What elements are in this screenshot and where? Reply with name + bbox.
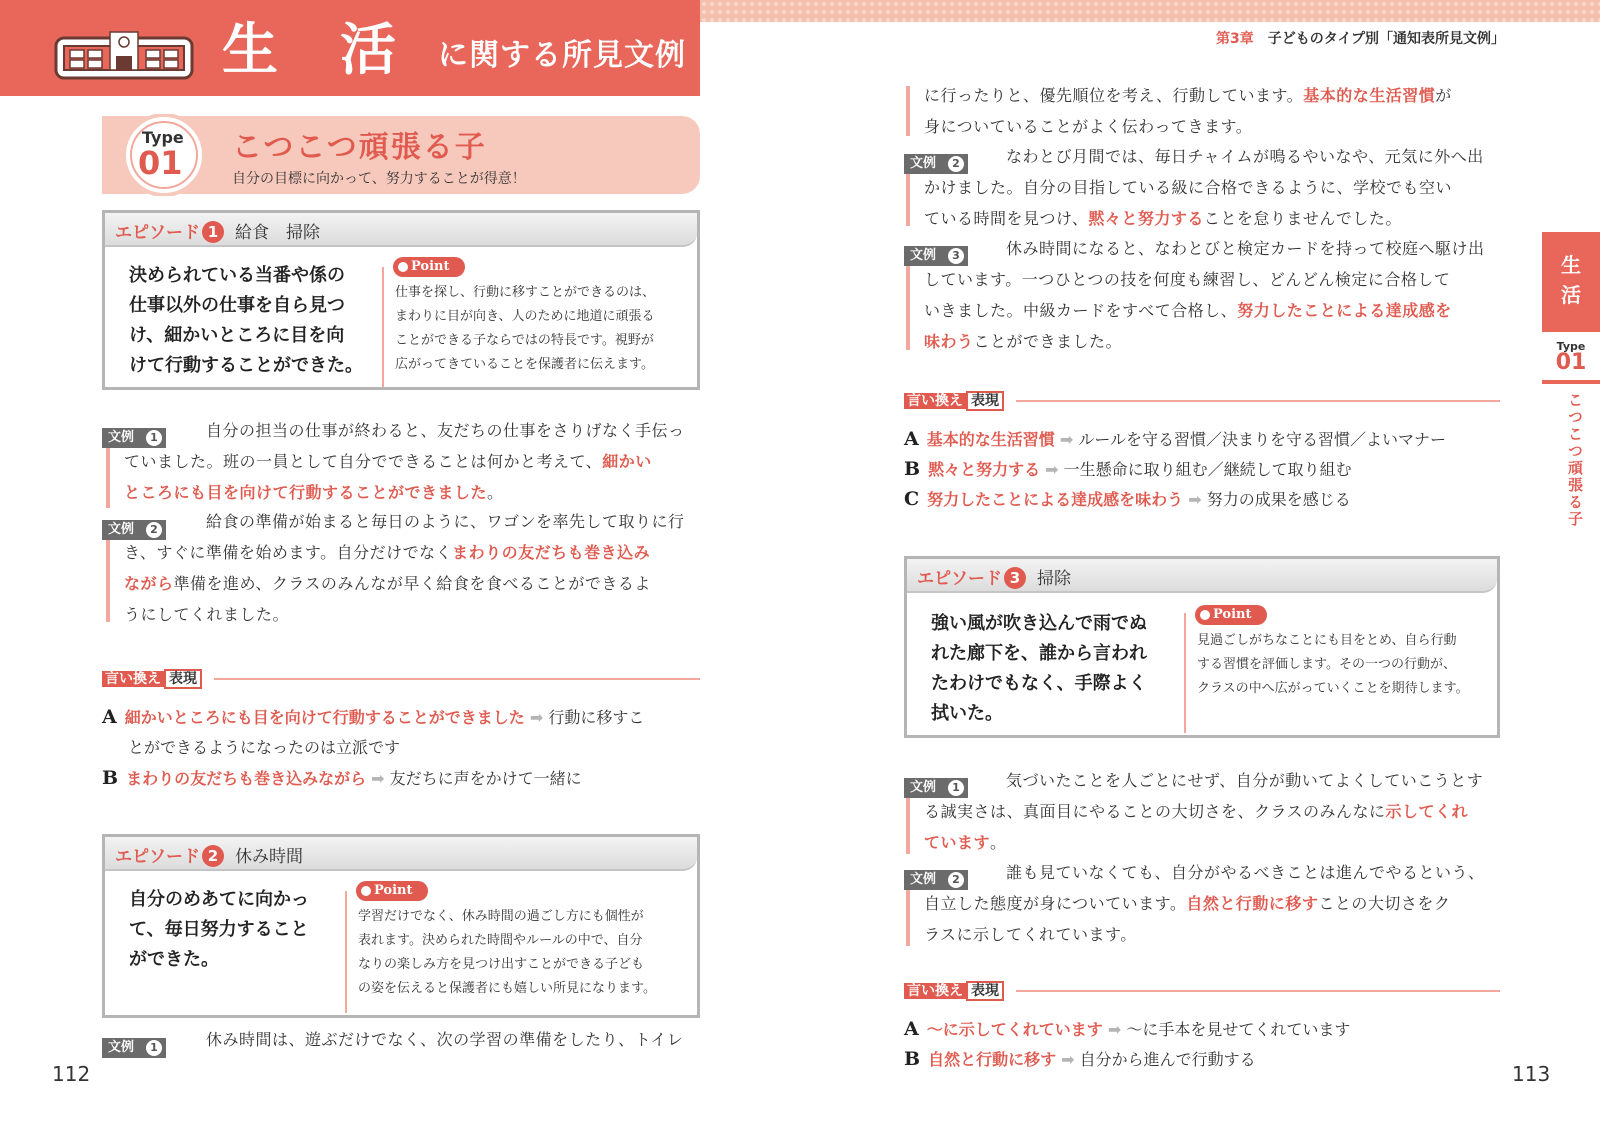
iikae-item-b (102, 763, 702, 794)
bunrei-bar (906, 890, 910, 946)
chapter-running-head (1216, 28, 1505, 48)
summary-line: けて行動することができた。 (129, 355, 363, 376)
point-line: ことができる子ならではの特長です。視野が (395, 333, 654, 348)
episode-1-topic: 給食 掃除 (235, 223, 320, 243)
text: が (1435, 86, 1452, 105)
text: 気づいたことを人ごとにせず、自分が動いてよくしていこうとす (1006, 771, 1484, 790)
text: 準備を進め、クラスのみんなが早く給食を食べることができるよ (173, 574, 651, 593)
side-type-label: Type (1556, 340, 1586, 353)
point-line: 広がってきていることを保護者に伝えます。 (395, 357, 654, 372)
episode-2-label (115, 842, 224, 867)
iikae-item-a (102, 702, 702, 763)
iikae-item-b (904, 454, 1504, 485)
iikae-rule (214, 678, 700, 680)
highlight-text: ところにも目を向けて行動することができました (124, 483, 488, 502)
text: 休み時間は、遊ぶだけでなく、次の学習の準備をしたり、トイレ (206, 1030, 684, 1049)
text: 誰も見ていなくても、自分がやるべきことは進んでやるという、 (1006, 863, 1485, 882)
bunrei-number: 2 (948, 156, 964, 172)
point-line: 表れます。決められた時間やルールの中で、自分 (358, 933, 643, 948)
highlight-text: 〜に示してくれています (926, 1020, 1103, 1039)
episode-2-summary (129, 885, 349, 975)
bunrei-line (124, 415, 704, 446)
text: 努力の成果を感じる (1206, 490, 1351, 509)
chapter-number: 第3章 (1216, 31, 1254, 47)
text: 友だちに声をかけて一緒に (389, 769, 582, 788)
arrow-icon: ➡ (1061, 1050, 1075, 1069)
bunrei-line (924, 203, 1504, 234)
point-line: 見過ごしがちなことにも目をとめ、自ら行動 (1197, 633, 1457, 648)
text: 身についていることがよく伝わってきます。 (924, 117, 1253, 136)
bunrei-bar (106, 448, 110, 508)
episode-label-text: エピソード (917, 569, 1002, 589)
episode-1-divider (382, 267, 384, 387)
bunrei-line (124, 506, 704, 537)
header-title-char-1: 生 (222, 18, 278, 83)
episode-1-summary (129, 261, 379, 381)
episode-label-text: エピソード (115, 847, 200, 867)
text: ことができました。 (973, 332, 1123, 351)
episode-3-summary (931, 609, 1181, 729)
page-number-right: 113 (1512, 1062, 1551, 1086)
arrow-icon: ➡ (371, 769, 385, 788)
text: る誠実さは、真面目にやることの大切さを、クラスのみんなに (924, 802, 1386, 821)
point-line: 仕事を探し、行動に移すことができるのは、 (395, 285, 656, 300)
highlight-text: 味わう (924, 332, 974, 351)
text: に行ったりと、優先順位を考え、行動しています。 (924, 86, 1304, 105)
summary-line: 拭いた。 (931, 703, 1003, 724)
summary-line: たわけでもなく、手際よく (931, 673, 1147, 694)
text: いきました。中級カードをすべて合格し、 (924, 301, 1238, 320)
bunrei-number: 2 (948, 872, 964, 888)
bunrei-line (924, 796, 1504, 827)
summary-line: 自分のめあてに向かっ (129, 889, 309, 910)
text: ことの大切さをク (1318, 894, 1451, 913)
text: ことを怠りませんでした。 (1203, 209, 1402, 228)
iikae-label-b: 表現 (164, 669, 202, 689)
summary-line: れた廊下を、誰から言われ (931, 643, 1147, 664)
bunrei-line (924, 919, 1504, 950)
text: 自分から進んで行動する (1079, 1050, 1256, 1069)
bunrei-line (924, 326, 1504, 357)
text: 行動に移すこ (548, 708, 645, 727)
highlight-text: 自然と行動に移す (928, 1050, 1057, 1069)
iikae-rule (1016, 400, 1500, 402)
highlight-text: 細かいところにも目を向けて行動することができました (124, 708, 525, 727)
point-line: する習慣を評価します。その一つの行動が、 (1197, 657, 1456, 672)
iikae-label-a: 言い換え (904, 983, 966, 999)
text: 給食の準備が始まると毎日のように、ワゴンを率先して取りに行 (206, 512, 685, 531)
episode-1-point (395, 281, 695, 377)
point-badge: Point (393, 257, 465, 277)
side-tab-char: 活 (1561, 283, 1581, 307)
bunrei-line (124, 446, 704, 477)
episode-2-bunrei-1-start (124, 1024, 704, 1055)
episode-3-bunrei-1 (924, 765, 1504, 858)
iikae-letter: B (904, 458, 921, 480)
bunrei-line (924, 141, 1504, 172)
bunrei-label: 文例 (910, 248, 937, 263)
iikae-letter: B (102, 767, 119, 789)
iikae-item-a (904, 1014, 1504, 1045)
school-icon (52, 24, 196, 80)
highlight-text: 努力したことによる達成感を味わう (927, 490, 1184, 509)
iikae-label-a: 言い換え (904, 393, 966, 409)
episode-3-divider (1184, 613, 1186, 733)
point-badge: Point (356, 881, 428, 901)
text: 〜に手本を見せてくれています (1126, 1020, 1351, 1039)
iikae-item-b (904, 1044, 1504, 1075)
top-pattern-strip (700, 0, 1600, 22)
episode-1-box (102, 210, 700, 390)
episode-3-header (907, 559, 1497, 593)
episode-2-bunrei-2 (924, 141, 1504, 234)
bunrei-line (124, 568, 704, 599)
bunrei-line (124, 477, 704, 508)
side-tab-char: 生 (1561, 253, 1581, 277)
page-number-left: 112 (52, 1062, 91, 1086)
text: 自分の担当の仕事が終わると、友だちの仕事をさりげなく手伝っ (206, 421, 685, 440)
episode-label-text: エピソード (115, 223, 200, 243)
iikae-item-c (904, 484, 1504, 515)
bunrei-label: 文例 (108, 1040, 135, 1055)
episode-2-box (102, 834, 700, 1018)
text: ていました。班の一員として自分でできることは何かと考えて、 (124, 452, 603, 471)
text: しています。一つひとつの技を何度も練習し、どんどん検定に合格して (924, 270, 1451, 289)
text: 休み時間になると、なわとびと検定カードを持って校庭へ駆け出 (1006, 239, 1485, 258)
bunrei-line (124, 1024, 704, 1055)
bunrei-line (124, 537, 704, 568)
point-line: 学習だけでなく、休み時間の過ごし方にも個性が (358, 909, 644, 924)
summary-line: 強い風が吹き込んで雨でぬ (931, 613, 1147, 634)
summary-line: け、細かいところに目を向 (129, 325, 345, 346)
text: 。 (487, 483, 504, 502)
highlight-text: 示してくれ (1385, 802, 1469, 821)
header-title-char-2: 活 (340, 18, 396, 83)
summary-line: ができた。 (129, 949, 219, 970)
iikae-letter: A (904, 428, 919, 450)
iikae-letter: C (904, 488, 920, 510)
bunrei-line (124, 599, 704, 630)
text: 。 (990, 833, 1007, 852)
text: うにしてくれました。 (124, 605, 290, 624)
text: き、すぐに準備を始めます。自分だけでなく (124, 543, 453, 562)
episode-1-bunrei-1 (124, 415, 704, 508)
episode-3-label (917, 564, 1026, 589)
episode-2-bunrei-3 (924, 233, 1504, 357)
bunrei-bar (906, 174, 910, 226)
bunrei-line (924, 827, 1504, 858)
bunrei-bar (906, 266, 910, 350)
bunrei-number: 2 (146, 522, 162, 538)
episode-1-header (105, 213, 697, 247)
arrow-icon: ➡ (529, 708, 544, 727)
point-line: クラスの中へ広がっていくことを期待します。 (1197, 681, 1469, 696)
point-line: なりの楽しみ方を見つけ出すことができる子ども (358, 957, 645, 972)
text: なわとび月間では、毎日チャイムが鳴るやいなや、元気に外へ出 (1006, 147, 1484, 166)
bunrei-bar (906, 798, 910, 854)
iikae-rule (1016, 990, 1500, 992)
episode-3-point (1197, 629, 1497, 701)
iikae-tag (102, 668, 202, 690)
iikae-item-a (904, 424, 1504, 455)
bunrei-line (924, 888, 1504, 919)
episode-2-topic: 休み時間 (235, 847, 303, 867)
episode-2-divider (345, 891, 347, 1013)
bunrei-line (924, 295, 1504, 326)
bunrei-number: 1 (948, 780, 964, 796)
episode-1-label (115, 218, 224, 243)
bunrei-label: 文例 (910, 156, 937, 171)
arrow-icon: ➡ (1045, 460, 1059, 479)
bunrei-bar (906, 86, 910, 136)
highlight-text: 細かい (602, 452, 652, 471)
side-tab-category (1542, 250, 1600, 310)
bunrei-number: 1 (146, 1040, 162, 1056)
bunrei-number: 3 (948, 248, 964, 264)
bunrei-line (924, 857, 1504, 888)
bunrei-label: 文例 (108, 522, 135, 537)
highlight-text: まわりの友だちも巻き込みながら (126, 769, 367, 788)
bunrei-bar (106, 540, 110, 622)
text: 自立した態度が身についています。 (924, 894, 1187, 913)
bunrei-label: 文例 (910, 780, 937, 795)
episode-3-box (904, 556, 1500, 738)
side-type-title: こつこつ頑張る子 (1566, 392, 1584, 528)
summary-line: て、毎日努力すること (129, 919, 309, 940)
episode-2-point (358, 905, 698, 1001)
episode-3-bunrei-2 (924, 857, 1504, 950)
text: とができるようになったのは立派です (128, 738, 401, 757)
point-badge: Point (1195, 605, 1267, 625)
episode-1-bunrei-2 (124, 506, 704, 630)
header-subtitle: に関する所見文例 (438, 38, 686, 73)
arrow-icon: ➡ (1188, 490, 1202, 509)
text: ルールを守る習慣／決まりを守る習慣／よいマナー (1078, 430, 1447, 449)
text: ラスに示してくれています。 (924, 925, 1137, 944)
type-title: こつこつ頑張る子 (232, 130, 487, 165)
episode-2-header (105, 837, 697, 871)
side-divider (1542, 380, 1600, 384)
episode-3-topic: 掃除 (1037, 569, 1071, 589)
iikae-tag (904, 980, 1004, 1002)
text: かけました。自分の目指している級に合格できるように、学校でも空い (924, 178, 1453, 197)
summary-line: 仕事以外の仕事を自ら見つ (129, 295, 345, 316)
text: ている時間を見つけ、 (924, 209, 1089, 228)
highlight-text: ています (924, 833, 991, 852)
iikae-label-b: 表現 (966, 391, 1004, 411)
episode-3-number: 3 (1004, 567, 1026, 589)
point-line: まわりに目が向き、人のために地道に頑張る (395, 309, 655, 324)
type-label: Type (142, 128, 184, 147)
bunrei-line (924, 765, 1504, 796)
highlight-text: まわりの友だちも巻き込み (452, 543, 651, 562)
bunrei-label: 文例 (108, 430, 135, 445)
iikae-letter: A (904, 1018, 919, 1040)
episode-1-number: 1 (202, 221, 224, 243)
highlight-text: 黙々と努力する (928, 460, 1041, 479)
summary-line: 決められている当番や係の (129, 265, 345, 286)
bunrei-line (924, 80, 1504, 111)
iikae-label-a: 言い換え (102, 671, 164, 687)
iikae-letter: A (102, 706, 117, 728)
highlight-text: 努力したことによる達成感を (1237, 301, 1452, 320)
arrow-icon: ➡ (1059, 430, 1074, 449)
chapter-title: 子どものタイプ別「通知表所見文例」 (1267, 31, 1506, 47)
type-subtitle: 自分の目標に向かって、努力することが得意！ (232, 171, 526, 187)
highlight-text: 基本的な生活習慣 (1303, 86, 1436, 105)
text: 一生懸命に取り組む／継続して取り組む (1063, 460, 1352, 479)
point-line: の姿を伝えると保護者にも嬉しい所見になります。 (358, 981, 656, 996)
episode-2-bunrei-1-cont (924, 80, 1504, 142)
side-type-number: 01 (1555, 350, 1587, 375)
episode-2-number: 2 (202, 845, 224, 867)
bunrei-label: 文例 (910, 872, 937, 887)
arrow-icon: ➡ (1107, 1020, 1122, 1039)
iikae-label-b: 表現 (966, 981, 1004, 1001)
iikae-letter: B (904, 1048, 921, 1070)
bunrei-line (924, 233, 1504, 264)
bunrei-line (924, 111, 1504, 142)
bunrei-line (924, 264, 1504, 295)
highlight-text: 黙々と努力する (1088, 209, 1204, 228)
highlight-text: 自然と行動に移す (1186, 894, 1319, 913)
bunrei-line (924, 172, 1504, 203)
type-number: 01 (138, 144, 183, 182)
highlight-text: ながら (124, 574, 174, 593)
highlight-text: 基本的な生活習慣 (926, 430, 1055, 449)
bunrei-number: 1 (146, 430, 162, 446)
iikae-tag (904, 390, 1004, 412)
